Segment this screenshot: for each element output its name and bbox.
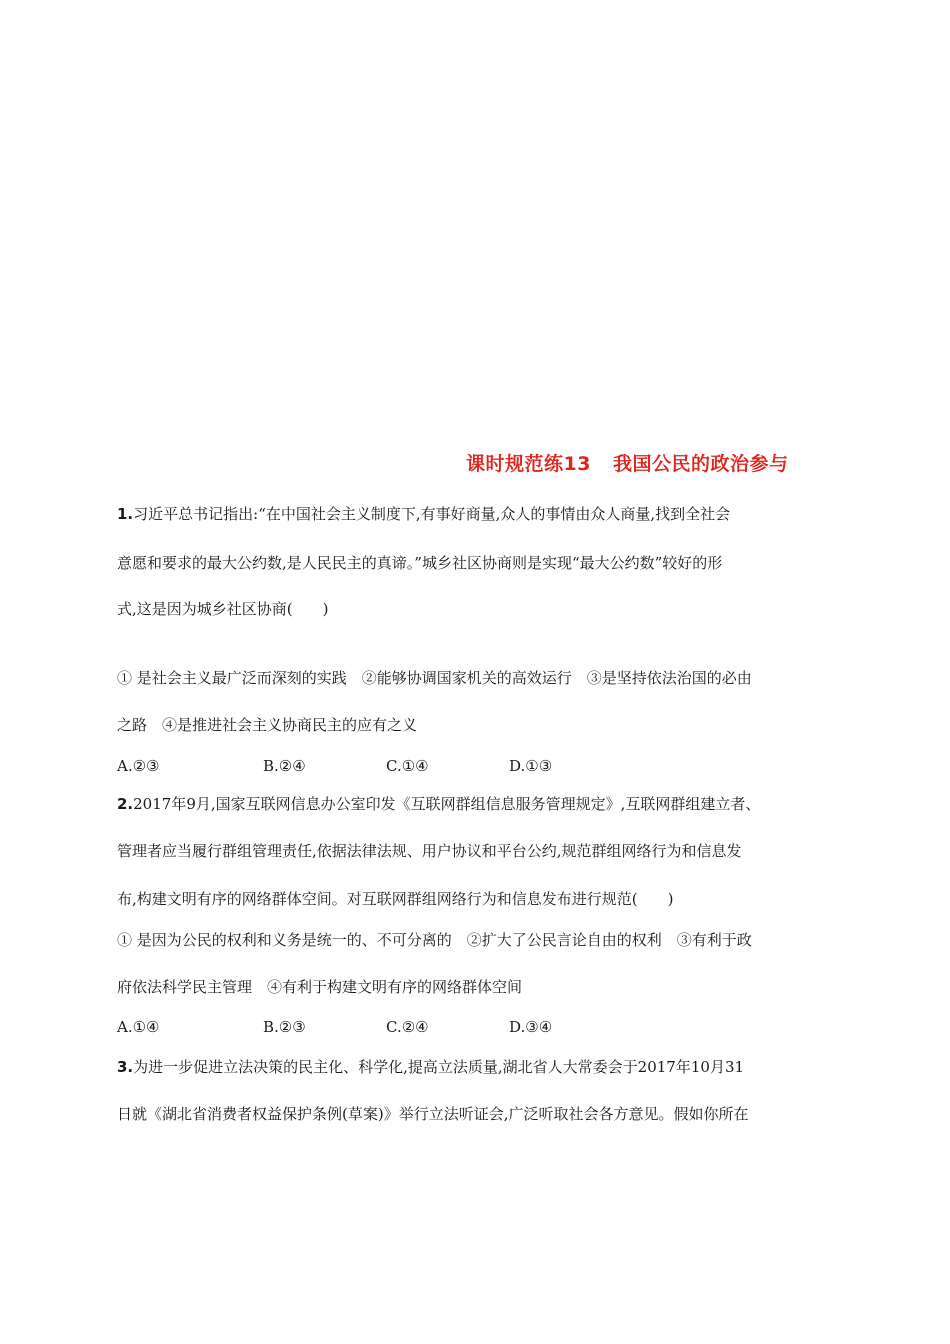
page-title [466, 449, 788, 476]
q3-stem-line-2: 日就《湖北省消费者权益保护条例(草案)》举行立法听证会,广泛听取社会各方意见。假如你所在 [117, 1105, 749, 1123]
q3-number: 3. [117, 1058, 134, 1076]
q1-statement-line-1: ① 是社会主义最广泛而深刻的实践 ②能够协调国家机关的高效运行 ③是坚持依法治国的必由 [117, 669, 752, 687]
q1-option-b: B.②④ [263, 757, 306, 775]
q1-statement-line-2: 之路 ④是推进社会主义协商民主的应有之义 [117, 716, 418, 734]
title-topic: 我国公民的政治参与 [612, 453, 789, 475]
q1-stem-line-3: 式,这是因为城乡社区协商( ) [117, 600, 329, 618]
q1-option-d: D.①③ [509, 757, 553, 775]
q2-statement-line-1: ① 是因为公民的权利和义务是统一的、不可分离的 ②扩大了公民言论自由的权利 ③有利于政 [117, 931, 752, 949]
q3-stem-line-1: 3.为进一步促进立法决策的民主化、科学化,提高立法质量,湖北省人大常委会于2017年10月31 [117, 1058, 745, 1076]
q2-option-b: B.②③ [263, 1018, 306, 1036]
q2-stem-line-2: 管理者应当履行群组管理责任,依据法律法规、用户协议和平台公约,规范群组网络行为和信息发 [117, 842, 742, 860]
q1-number: 1. [117, 505, 134, 523]
q2-stem-line-3: 布,构建文明有序的网络群体空间。对互联网群组网络行为和信息发布进行规范( ) [117, 890, 674, 908]
q2-option-a: A.①④ [117, 1018, 160, 1036]
title-lesson: 课时规范练13 [466, 453, 591, 475]
q1-stem-line-2: 意愿和要求的最大公约数,是人民民主的真谛。”城乡社区协商则是实现“最大公约数”较好的形 [117, 554, 723, 572]
q1-option-c: C.①④ [386, 757, 429, 775]
q2-number: 2. [117, 795, 134, 813]
q2-statement-line-2: 府依法科学民主管理 ④有利于构建文明有序的网络群体空间 [117, 978, 523, 996]
q1-stem-line-1: 1.习近平总书记指出:“在中国社会主义制度下,有事好商量,众人的事情由众人商量,找到全社会 [117, 505, 731, 523]
q2-option-d: D.③④ [509, 1018, 553, 1036]
q1-option-a: A.②③ [117, 757, 160, 775]
q2-option-c: C.②④ [386, 1018, 429, 1036]
q2-stem-line-1: 2.2017年9月,国家互联网信息办公室印发《互联网群组信息服务管理规定》,互联网群组建立者、 [117, 795, 761, 813]
